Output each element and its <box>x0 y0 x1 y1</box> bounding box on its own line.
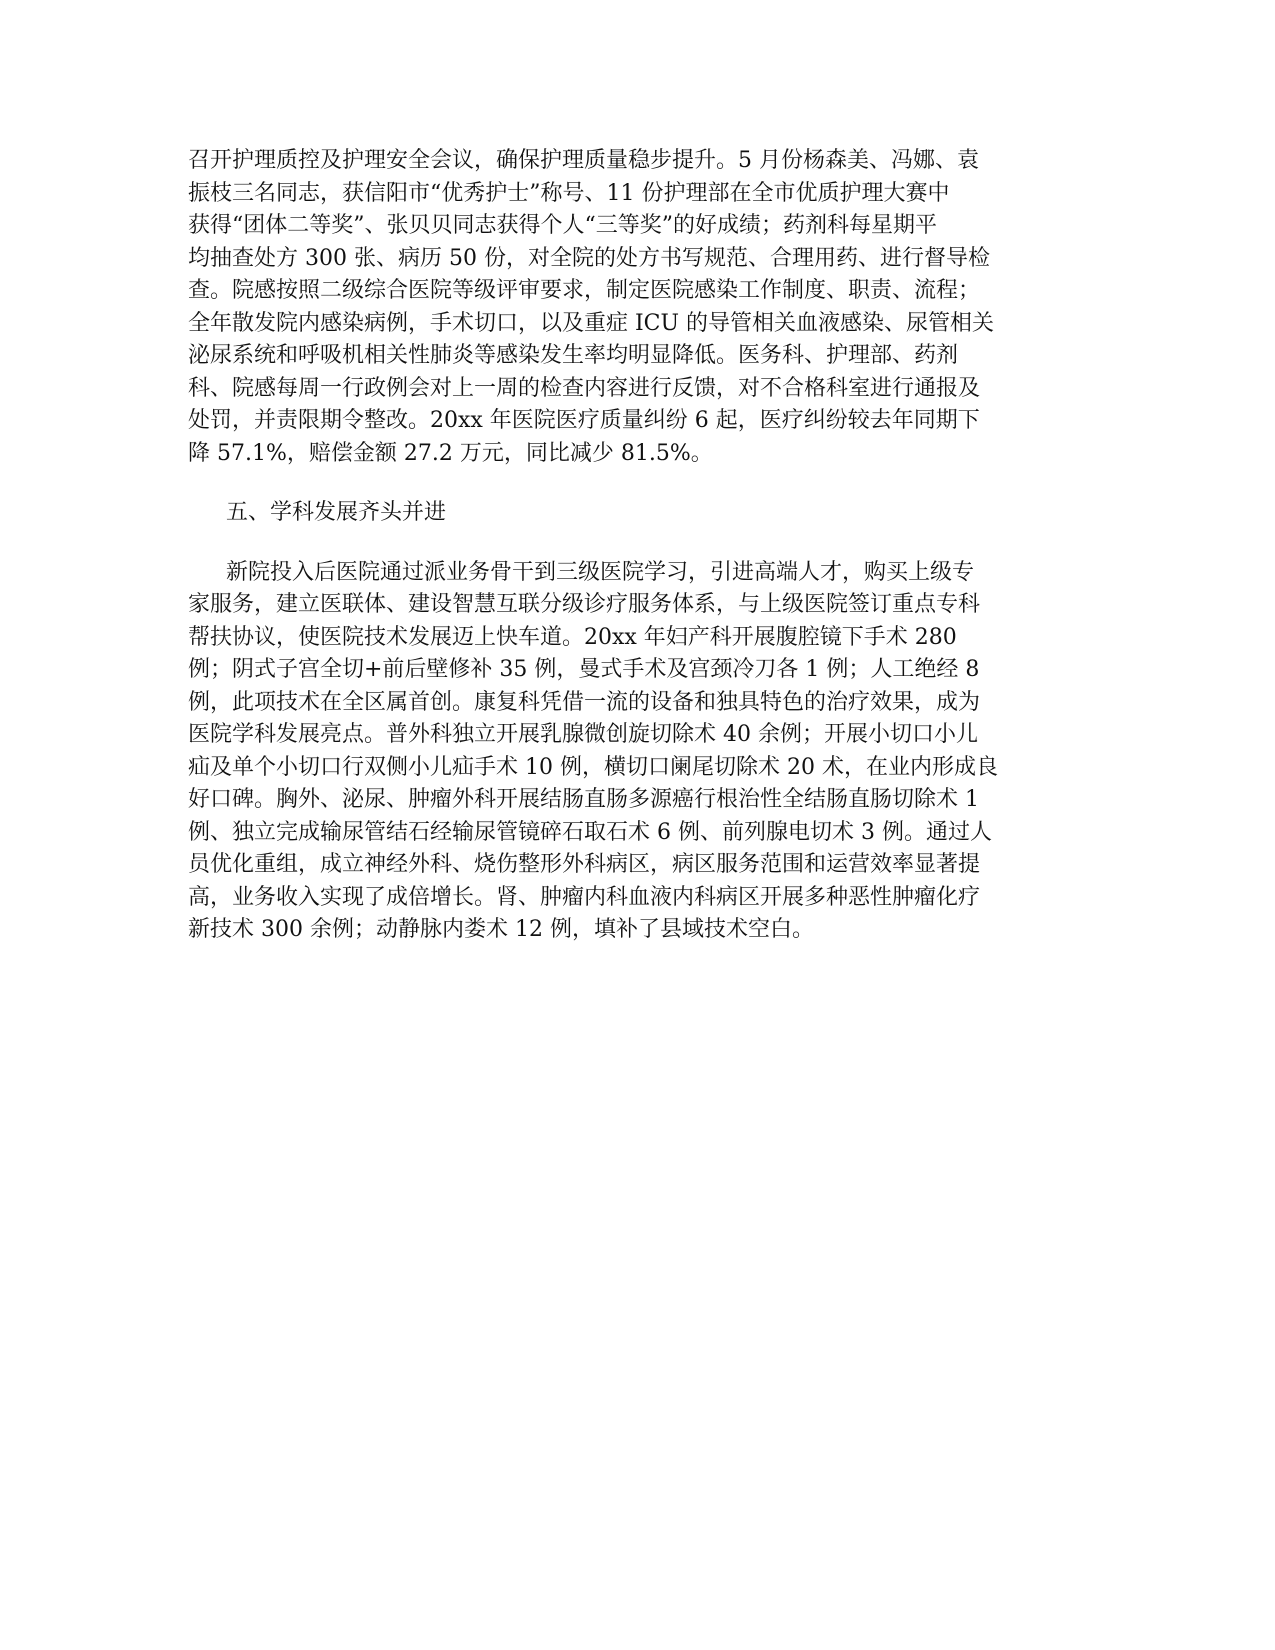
text-line: 高，业务收入实现了成倍增长。肾、肿瘤内科血液内科病区开展多种恶性肿瘤化疗 <box>188 884 981 910</box>
text-line: 处罚，并责限期令整改。20xx 年医院医疗质量纠纷 6 起，医疗纠纷较去年同期下 <box>188 408 980 433</box>
text-line: 均抽查处方 300 张、病历 50 份，对全院的处方书写规范、合理用药、进行督导检 <box>188 245 990 271</box>
text-line: 获得“团体二等奖”、张贝贝同志获得个人“三等奖”的好成绩；药剂科每星期平 <box>188 213 937 238</box>
text-line: 疝及单个小切口行双侧小儿疝手术 10 例，横切口阑尾切除术 20 术，在业内形成良 <box>188 754 998 780</box>
text-line: 好口碑。胸外、泌尿、肿瘤外科开展结肠直肠多源癌行根治性全结肠直肠切除术 1 <box>188 787 979 812</box>
text-line: 降 57.1%，赔偿金额 27.2 万元，同比减少 81.5%。 <box>188 440 713 466</box>
document-body <box>188 145 1093 947</box>
paragraph-discipline-development <box>188 557 1093 947</box>
text-line: 召开护理质控及护理安全会议，确保护理质量稳步提升。5 月份杨森美、冯娜、袁 <box>188 148 979 173</box>
text-line: 家服务，建立医联体、建设智慧互联分级诊疗服务体系，与上级医院签订重点专科 <box>188 592 981 617</box>
text-line: 科、院感每周一行政例会对上一周的检查内容进行反馈，对不合格科室进行通报及 <box>188 375 981 401</box>
text-line: 帮扶协议，使医院技术发展迈上快车道。20xx 年妇产科开展腹腔镜下手术 280 <box>188 624 957 650</box>
text-line: 例，此项技术在全区属首创。康复科凭借一流的设备和独具特色的治疗效果，成为 <box>188 689 981 715</box>
text-line: 医院学科发展亮点。普外科独立开展乳腺微创旋切除术 40 余例；开展小切口小儿 <box>188 722 978 747</box>
text-line: 全年散发院内感染病例，手术切口，以及重症 ICU 的导管相关血液感染、尿管相关 <box>188 310 995 336</box>
text-line: 员优化重组，成立神经外科、烧伤整形外科病区，病区服务范围和运营效率显著提 <box>188 852 981 877</box>
text-line: 例、独立完成输尿管结石经输尿管镜碎石取石术 6 例、前列腺电切术 3 例。通过人 <box>188 819 992 845</box>
text-line: 查。院感按照二级综合医院等级评审要求，制定医院感染工作制度、职责、流程； <box>188 278 981 303</box>
text-line: 新技术 300 余例；动静脉内娄术 12 例，填补了县域技术空白。 <box>188 917 814 942</box>
text-line: 新院投入后医院通过派业务骨干到三级医院学习，引进高端人才，购买上级专 <box>226 559 975 585</box>
section-heading: 五、学科发展齐头并进 <box>226 500 447 525</box>
text-line: 振枝三名同志，获信阳市“优秀护士”称号、11 份护理部在全市优质护理大赛中 <box>188 180 950 206</box>
text-line: 泌尿系统和呼吸机相关性肺炎等感染发生率均明显降低。医务科、护理部、药剂 <box>188 343 959 368</box>
text-line: 例；阴式子宫全切+前后壁修补 35 例，曼式手术及宫颈冷刀各 1 例；人工绝经 8 <box>188 657 980 682</box>
paragraph-nursing-quality <box>188 145 1093 470</box>
paragraph-spacer <box>188 530 1093 557</box>
paragraph-spacer <box>188 470 1093 497</box>
